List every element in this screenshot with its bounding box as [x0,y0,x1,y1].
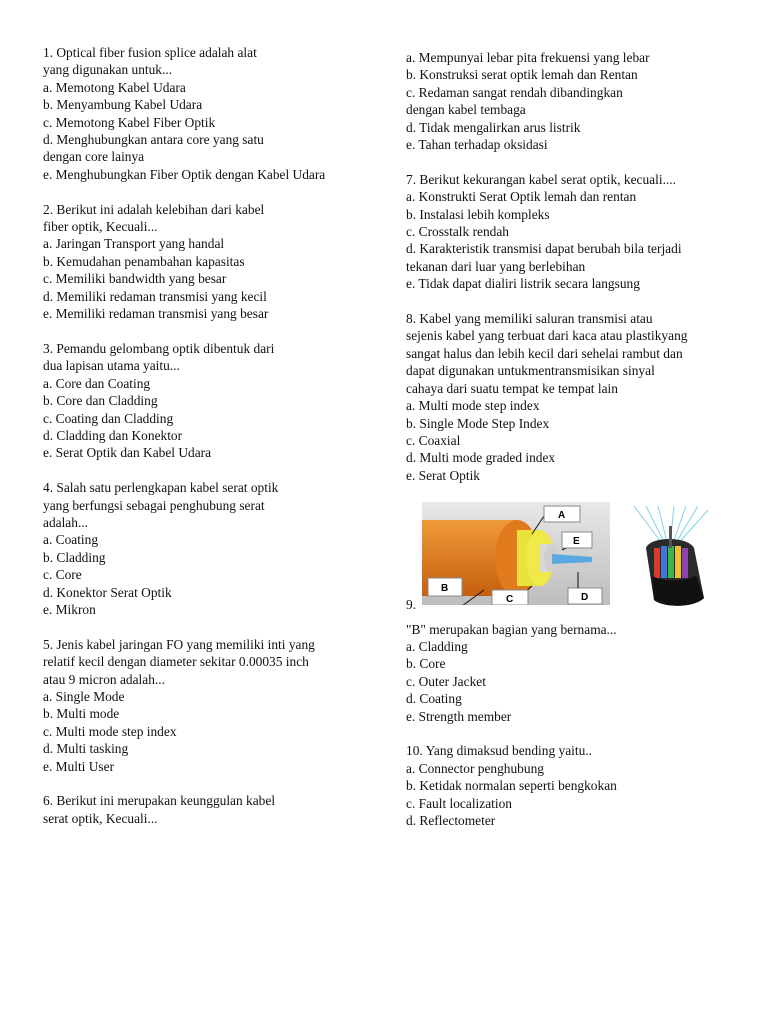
answer-option: d. Konektor Serat Optik [43,584,172,600]
answer-option: a. Coating [43,532,99,548]
answer-option: a. Multi mode step index [406,398,540,414]
question-text: dua lapisan utama yaitu... [43,358,180,374]
answer-option: d. Multi tasking [43,741,129,757]
answer-option: e. Memiliki redaman transmisi yang besar [43,306,269,322]
question-text: sejenis kabel yang terbuat dari kaca atau plastikyang [406,328,688,344]
answer-option: dengan kabel tembaga [406,102,526,118]
question-2 [43,201,383,323]
answer-option: c. Coating dan Cladding [43,410,174,426]
question-text: 4. Salah satu perlengkapan kabel serat optik [43,480,279,496]
label-b: B [441,582,449,594]
question-5 [43,636,383,775]
answer-option: d. Reflectometer [406,812,496,828]
fiber-cross-section-figure [422,502,610,605]
question-10 [406,742,736,829]
question-text: serat optik, Kecuali... [43,810,158,826]
question-text: yang digunakan untuk... [43,62,173,78]
question-text: sangat halus dan lebih kecil dari sehelai rambut dan [406,345,683,361]
left-column [43,44,383,845]
question-3 [43,340,383,462]
answer-option: b. Kemudahan penambahan kapasitas [43,253,245,269]
answer-option: c. Fault localization [406,795,512,811]
answer-option: a. Mempunyai lebar pita frekuensi yang lebar [406,50,650,65]
question-text: adalah... [43,514,88,530]
question-text: 10. Yang dimaksud bending yaitu.. [406,743,592,759]
answer-option: c. Multi mode step index [43,723,177,739]
answer-option: d. Multi mode graded index [406,450,556,466]
question-text: 7. Berikut kekurangan kabel serat optik, kecuali.... [406,171,676,187]
question-text: "B" merupakan bagian yang bernama... [406,621,617,637]
question-text: 8. Kabel yang memiliki saluran transmisi atau [406,311,653,327]
answer-option: c. Memiliki bandwidth yang besar [43,271,227,287]
answer-option: a. Konstrukti Serat Optik lemah dan rentan [406,189,637,205]
answer-option: c. Outer Jacket [406,673,486,689]
answer-option: e. Mikron [43,601,96,617]
label-a: A [558,509,566,521]
answer-option: a. Single Mode [43,688,125,704]
question-text: atau 9 micron adalah... [43,671,165,687]
answer-option: e. Serat Optik dan Kabel Udara [43,445,212,461]
answer-option: d. Karakteristik transmisi dapat berubah bila terjadi [406,241,682,257]
answer-option: b. Cladding [43,549,106,565]
answer-option: b. Core dan Cladding [43,393,158,409]
question-text: 1. Optical fiber fusion splice adalah alat [43,45,257,60]
question-9 [406,502,736,725]
question-text: relatif kecil dengan diameter sekitar 0.00035 inch [43,654,309,670]
answer-option: a. Cladding [406,638,468,654]
answer-option: a. Jaringan Transport yang handal [43,236,225,252]
question-4 [43,479,383,618]
answer-option: c. Memotong Kabel Fiber Optik [43,114,216,130]
question-text: dapat digunakan untukmentransmisikan sinyal [406,363,655,379]
answer-option: c. Coaxial [406,432,461,448]
answer-option: c. Crosstalk rendah [406,224,510,240]
label-c: C [506,593,514,605]
question-text: 3. Pemandu gelombang optik dibentuk dari [43,340,275,356]
answer-option: e. Menghubungkan Fiber Optik dengan Kabel Udara [43,166,326,182]
question-text: 5. Jenis kabel jaringan FO yang memiliki inti yang [43,636,315,652]
answer-option: tekanan dari luar yang berlebihan [406,258,586,274]
question-text: 2. Berikut ini adalah kelebihan dari kabel [43,201,265,217]
answer-option: b. Konstruksi serat optik lemah dan Rentan [406,67,638,83]
question-6-options [406,49,736,153]
question-1 [43,44,383,183]
question-text: fiber optik, Kecuali... [43,219,158,235]
answer-option: a. Memotong Kabel Udara [43,79,186,95]
answer-option: a. Connector penghubung [406,760,544,776]
answer-option: c. Redaman sangat rendah dibandingkan [406,84,623,100]
answer-option: b. Core [406,656,446,672]
answer-option: b. Instalasi lebih kompleks [406,206,550,222]
answer-option: e. Strength member [406,708,512,724]
answer-option: b. Menyambung Kabel Udara [43,97,203,113]
answer-option: e. Tahan terhadap oksidasi [406,137,548,153]
question-9-number: 9. [406,596,417,612]
question-6 [43,792,383,827]
answer-option: d. Tidak mengalirkan arus listrik [406,119,581,135]
answer-option: b. Ketidak normalan seperti bengkokan [406,778,617,794]
answer-option: d. Coating [406,691,462,707]
answer-option: e. Multi User [43,758,115,774]
answer-option: c. Core [43,567,82,583]
answer-option: e. Tidak dapat dialiri listrik secara langsung [406,276,640,292]
answer-option: d. Cladding dan Konektor [43,427,183,443]
answer-option: a. Core dan Coating [43,375,151,391]
question-text: yang berfungsi sebagai penghubung serat [43,497,265,513]
answer-option: dengan core lainya [43,149,145,165]
answer-option: b. Single Mode Step Index [406,415,550,431]
question-7 [406,171,736,293]
answer-option: e. Serat Optik [406,467,481,483]
answer-option: d. Memiliki redaman transmisi yang kecil [43,288,267,304]
question-text: 6. Berikut ini merupakan keunggulan kabel [43,793,276,809]
answer-option: d. Menghubungkan antara core yang satu [43,132,264,148]
label-e: E [573,535,580,547]
label-d: D [581,591,589,603]
figure-row [406,502,736,612]
question-8 [406,310,736,484]
question-text: cahaya dari suatu tempat ke tempat lain [406,380,618,396]
answer-option: b. Multi mode [43,706,120,722]
right-column [406,49,736,847]
cable-strands-figure [624,506,712,606]
